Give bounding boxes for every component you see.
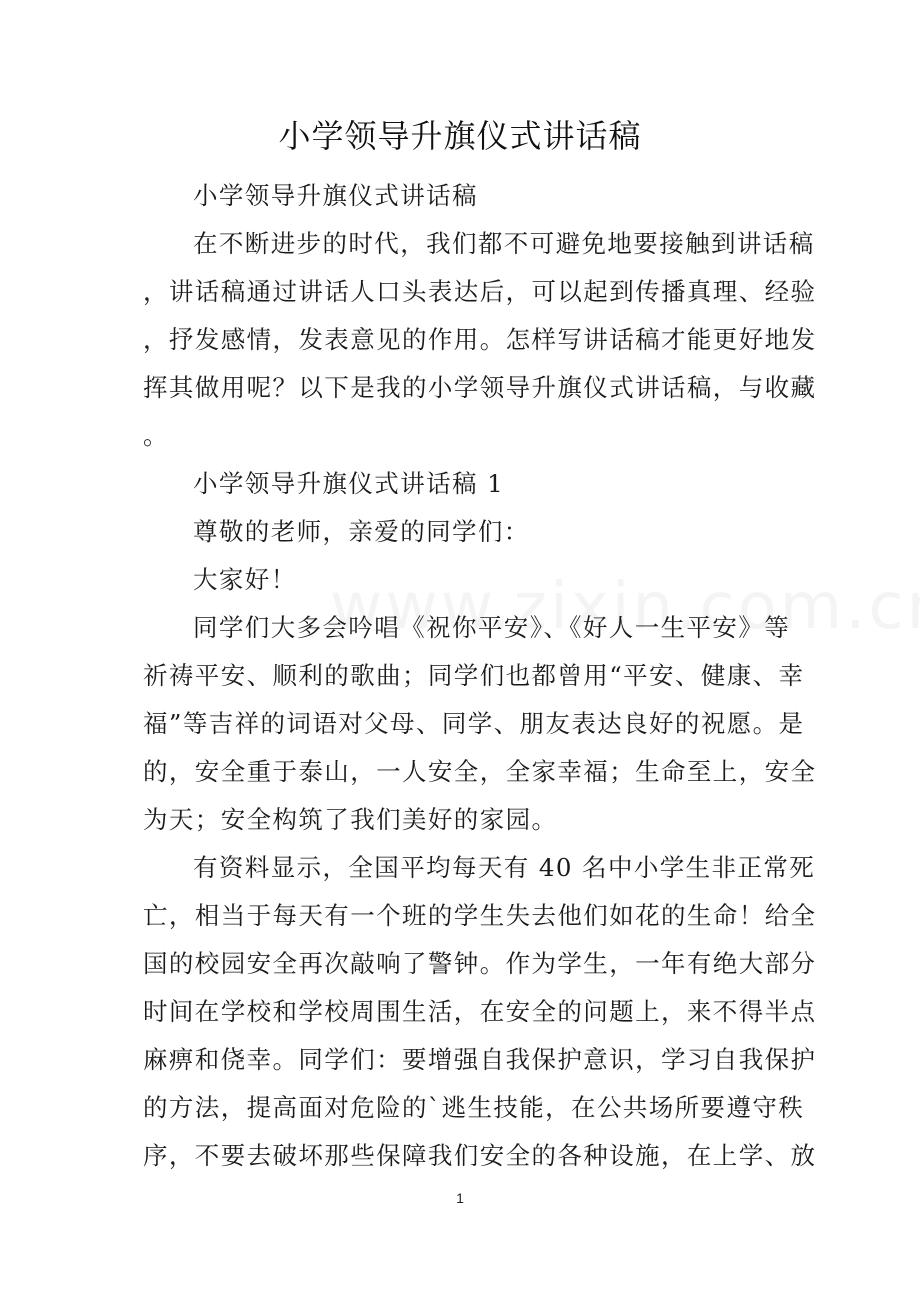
text-line: 祈祷平安、顺利的歌曲；同学们也都曾用“平安、健康、幸 — [143, 661, 805, 690]
text-line: 时间在学校和学校周围生活，在安全的问题上，来不得半点 — [143, 997, 817, 1026]
text-line: 国的校园安全再次敲响了警钟。作为学生，一年有绝大部分 — [143, 949, 817, 978]
text-line: 小学领导升旗仪式讲话稿 1 — [193, 469, 505, 498]
text-line: 同学们大多会吟唱《祝你平安》、《好人一生平安》等 — [193, 613, 791, 642]
paragraph-greeting — [143, 556, 783, 604]
paragraph-salutation — [143, 508, 783, 556]
text-line: 大家好！ — [193, 565, 297, 594]
text-line: 挥其做用呢？以下是我的小学领导升旗仪式讲话稿，与收藏 — [143, 373, 817, 402]
document-title: 小学领导升旗仪式讲话稿 — [278, 117, 642, 155]
paragraph-heading-1 — [143, 460, 783, 508]
text-line: ，抒发感情，发表意见的作用。怎样写讲话稿才能更好地发 — [143, 325, 817, 354]
text-line: 福”等吉祥的词语对父母、同学、朋友表达良好的祝愿。是 — [143, 709, 805, 738]
text-line: 的方法，提高面对危险的`逃生技能，在公共场所要遵守秩 — [143, 1093, 805, 1122]
text-line: 亡，相当于每天有一个班的学生失去他们如花的生命！给全 — [143, 901, 817, 930]
text-line: 有资料显示，全国平均每天有 40 名中小学生非正常死 — [193, 853, 816, 882]
text-line: 的，安全重于泰山，一人安全，全家幸福；生命至上，安全 — [143, 757, 817, 786]
paragraph-intro — [143, 220, 817, 460]
text-line: 在不断进步的时代，我们都不可避免地要接触到讲话稿 — [193, 229, 815, 258]
page-number: 1 — [456, 1190, 464, 1206]
text-line: 序，不要去破坏那些保障我们安全的各种设施，在上学、放 — [143, 1141, 817, 1170]
text-line: 尊敬的老师，亲爱的同学们： — [193, 517, 530, 546]
paragraph-safety-songs — [143, 604, 817, 844]
text-line: 麻痹和侥幸。同学们：要增强自我保护意识，学习自我保护 — [143, 1045, 817, 1074]
text-line: 小学领导升旗仪式讲话稿 — [193, 181, 478, 210]
text-line: 。 — [143, 421, 169, 450]
paragraph-statistics — [143, 844, 817, 1180]
text-line: 为天；安全构筑了我们美好的家园。 — [143, 805, 558, 834]
text-line: ，讲话稿通过讲话人口头表达后，可以起到传播真理、经验 — [143, 277, 817, 306]
paragraph-subtitle — [143, 172, 783, 220]
document-body — [143, 172, 817, 1180]
